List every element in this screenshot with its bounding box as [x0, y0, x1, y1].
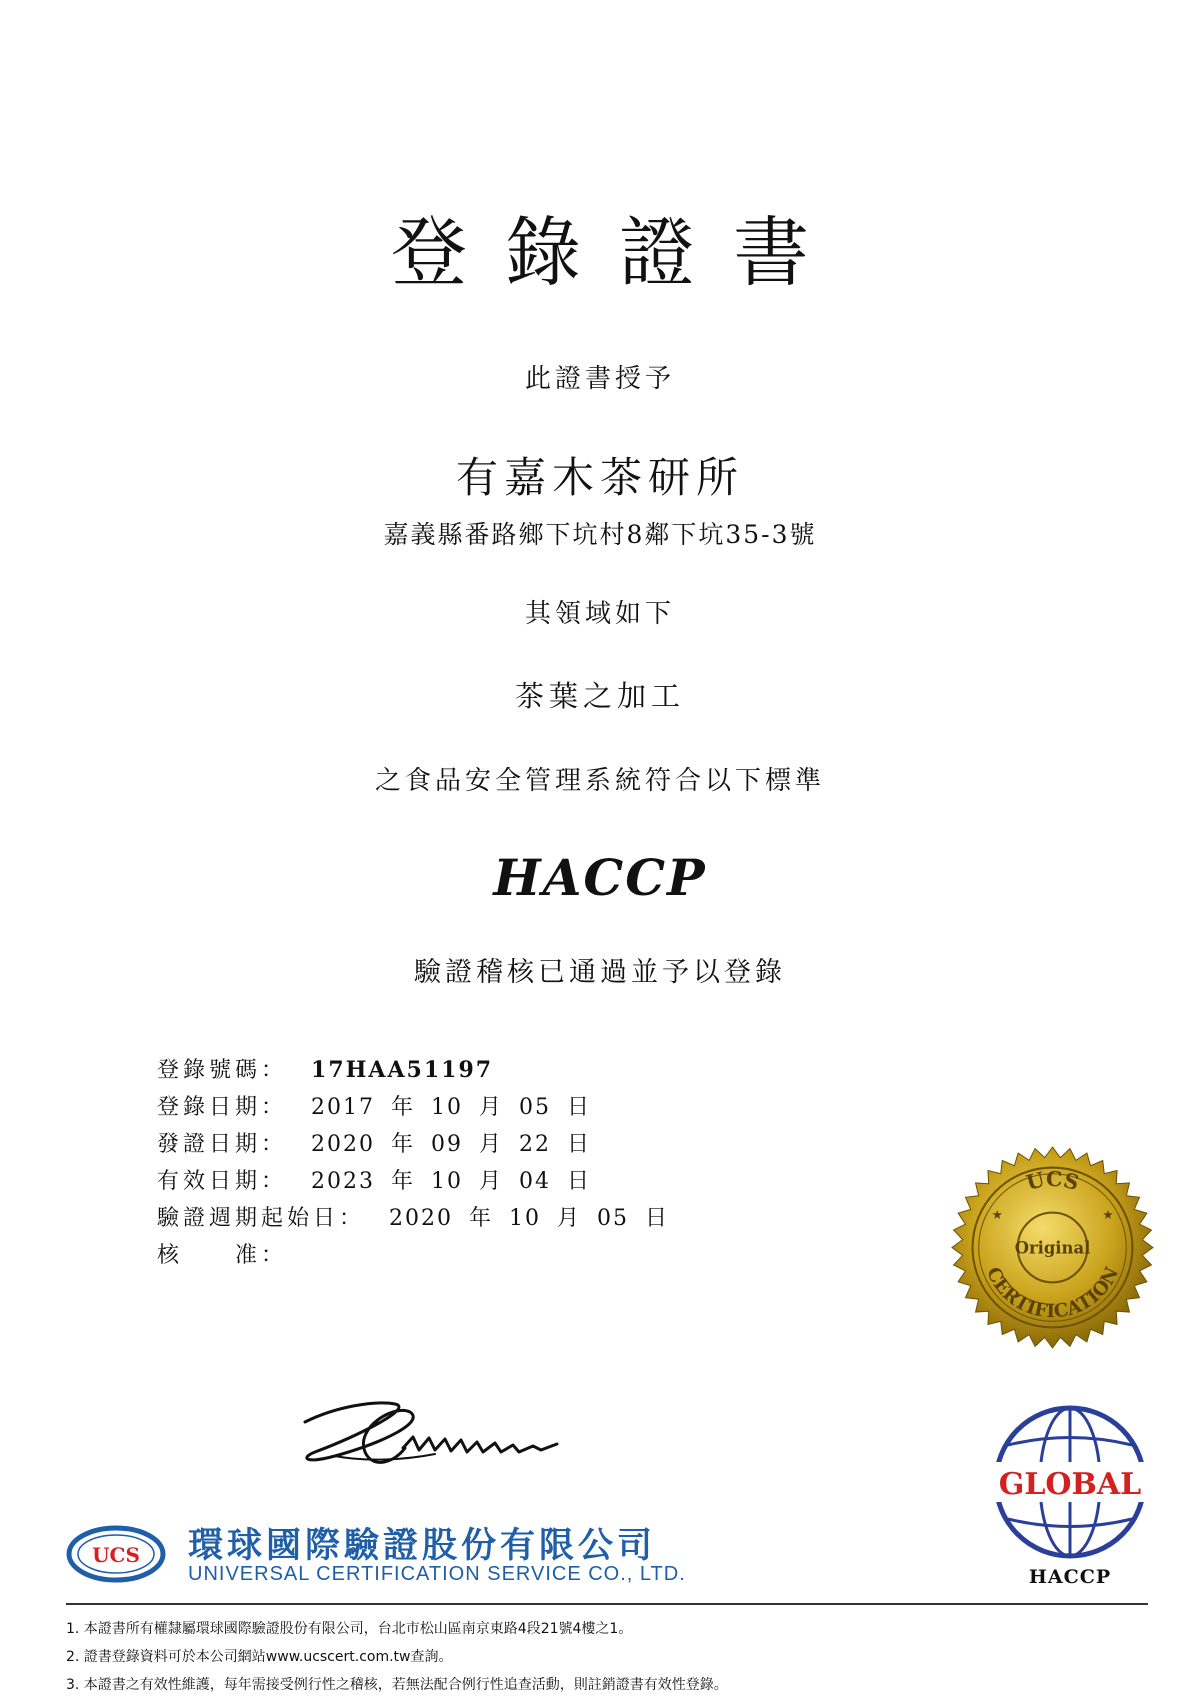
seal-center-text: Original: [1014, 1238, 1091, 1258]
haccp-logo-label: HACCP: [1028, 1566, 1112, 1588]
issue-date-row: [157, 1126, 669, 1163]
month-unit: 月: [479, 1132, 504, 1157]
expiry-date-value: [311, 1163, 591, 1200]
gold-seal-icon: [950, 1145, 1155, 1350]
standard-name: HACCP: [493, 848, 707, 907]
date-month: 09: [431, 1132, 464, 1157]
svg-text:★: ★: [991, 1207, 1003, 1222]
day-unit: 日: [645, 1206, 670, 1231]
month-unit: 月: [557, 1206, 582, 1231]
date-day: 05: [519, 1095, 552, 1120]
footer-divider: [66, 1603, 1148, 1605]
audit-statement: 驗證稽核已通過並予以登錄: [414, 957, 786, 988]
certificate-details: [157, 1052, 669, 1274]
registration-number-value: 17HAA51197: [311, 1057, 494, 1083]
handwritten-signature: [295, 1382, 605, 1492]
day-unit: 日: [567, 1095, 592, 1120]
registration-date-label: 登錄日期：: [157, 1095, 288, 1120]
ucs-logo-text: UCS: [92, 1543, 140, 1567]
expiry-date-label: 有效日期：: [157, 1169, 288, 1194]
issue-date-label: 發證日期：: [157, 1132, 288, 1157]
cycle-start-value: [389, 1200, 669, 1237]
svg-text:UCS: [1024, 1167, 1082, 1195]
registration-number-label: 登錄號碼：: [157, 1058, 288, 1083]
approval-label: 核 准：: [157, 1243, 288, 1268]
year-unit: 年: [469, 1206, 494, 1231]
issue-date-value: [311, 1126, 591, 1163]
date-month: 10: [431, 1095, 464, 1120]
certificate-title: 登錄證書: [391, 208, 847, 297]
date-year: 2020: [311, 1132, 376, 1157]
footer-note: 1. 本證書所有權隸屬環球國際驗證股份有限公司，台北市松山區南京東路4段21號4樓之1。: [66, 1621, 633, 1637]
global-logo-text: GLOBAL: [998, 1467, 1142, 1502]
day-unit: 日: [567, 1132, 592, 1157]
year-unit: 年: [391, 1169, 416, 1194]
date-day: 04: [519, 1169, 552, 1194]
month-unit: 月: [479, 1095, 504, 1120]
year-unit: 年: [391, 1132, 416, 1157]
svg-text:★: ★: [1102, 1207, 1114, 1222]
footer-notes: [66, 1615, 728, 1699]
date-year: 2017: [311, 1095, 376, 1120]
footer-note: 3. 本證書之有效性維護，每年需接受例行性之稽核，若無法配合例行性追查活動，則註銷證書有效性登錄。: [66, 1677, 728, 1693]
ucs-logo: [66, 1524, 166, 1584]
expiry-date-row: [157, 1163, 669, 1200]
approval-row: [157, 1237, 669, 1274]
date-day: 22: [519, 1132, 552, 1157]
registration-number-row: [157, 1052, 669, 1089]
scope-text: 茶葉之加工: [514, 679, 685, 713]
month-unit: 月: [479, 1169, 504, 1194]
global-haccp-logo: [988, 1400, 1152, 1560]
issuer-name-en: UNIVERSAL CERTIFICATION SERVICE CO., LTD.: [188, 1563, 686, 1585]
granted-to-label: 此證書授予: [524, 364, 675, 394]
standard-intro: 之食品安全管理系統符合以下標準: [374, 766, 825, 796]
company-address: 嘉義縣番路鄉下坑村8鄰下坑35-3號: [383, 520, 817, 549]
company-name: 有嘉木茶研所: [455, 453, 744, 502]
cycle-start-label: 驗證週期起始日：: [157, 1206, 366, 1231]
year-unit: 年: [391, 1095, 416, 1120]
registration-date-row: [157, 1089, 669, 1126]
scope-intro: 其領域如下: [524, 599, 675, 629]
issuer-name-cn: 環球國際驗證股份有限公司: [188, 1526, 657, 1566]
cycle-start-row: [157, 1200, 669, 1237]
date-month: 10: [431, 1169, 464, 1194]
date-month: 10: [509, 1206, 542, 1231]
seal-bottom-text: CERTIFICATION: [981, 1263, 1124, 1323]
footer-note: 2. 證書登錄資料可於本公司網站www.ucscert.com.tw查詢。: [66, 1649, 453, 1665]
registration-date-value: [311, 1089, 591, 1126]
date-year: 2020: [389, 1206, 454, 1231]
date-day: 05: [597, 1206, 630, 1231]
seal-top-text: UCS: [1023, 1166, 1082, 1196]
day-unit: 日: [567, 1169, 592, 1194]
date-year: 2023: [311, 1169, 376, 1194]
